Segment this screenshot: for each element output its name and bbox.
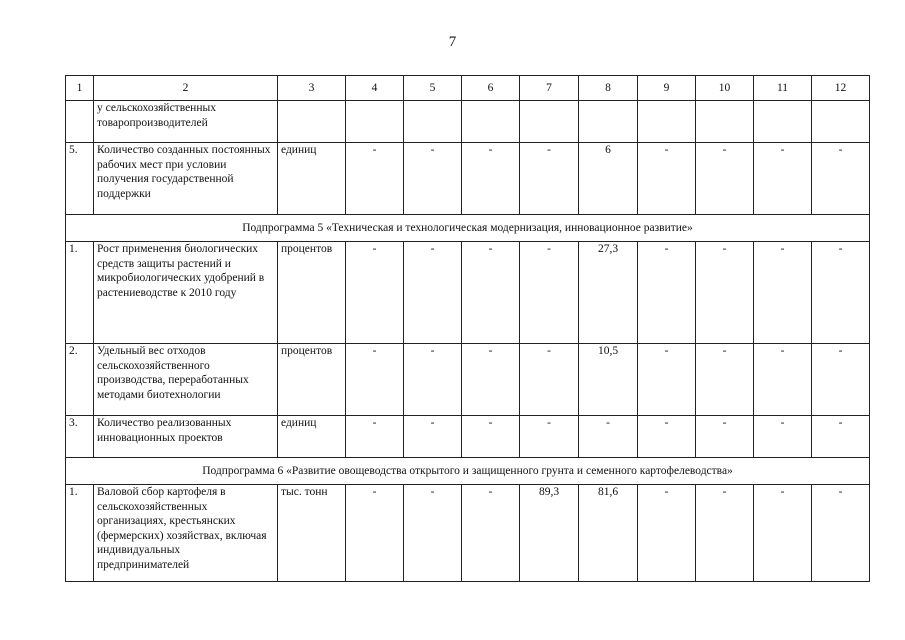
value-cell: 89,3 bbox=[520, 485, 579, 582]
header-cell-11: 11 bbox=[754, 76, 812, 101]
value-cell: - bbox=[754, 485, 812, 582]
value-cell: - bbox=[812, 344, 870, 416]
header-cell-10: 10 bbox=[696, 76, 754, 101]
value-cell: - bbox=[579, 416, 638, 458]
row-number: 5. bbox=[66, 143, 94, 215]
value-cell bbox=[346, 101, 404, 143]
value-cell: - bbox=[462, 416, 520, 458]
value-cell: - bbox=[696, 143, 754, 215]
row-number: 1. bbox=[66, 485, 94, 582]
value-cell: - bbox=[696, 416, 754, 458]
value-cell: - bbox=[346, 344, 404, 416]
indicator-name: Валовой сбор картофеля в сельскохозяйственных организациях, крестьянских (фермерских) хозяйствах, включая индивидуальных предпринимателей bbox=[94, 485, 278, 582]
value-cell bbox=[754, 101, 812, 143]
unit-cell: процентов bbox=[278, 242, 346, 344]
table-row bbox=[66, 143, 870, 215]
indicator-name: у сельскохозяйственных товаропроизводителей bbox=[94, 101, 278, 143]
value-cell bbox=[404, 101, 462, 143]
value-cell: - bbox=[812, 143, 870, 215]
value-cell: - bbox=[638, 344, 696, 416]
value-cell: - bbox=[346, 242, 404, 344]
value-cell: - bbox=[346, 143, 404, 215]
value-cell: - bbox=[404, 344, 462, 416]
value-cell: - bbox=[462, 344, 520, 416]
value-cell: - bbox=[404, 143, 462, 215]
value-cell: - bbox=[812, 242, 870, 344]
header-cell-9: 9 bbox=[638, 76, 696, 101]
value-cell: 10,5 bbox=[579, 344, 638, 416]
value-cell: - bbox=[812, 416, 870, 458]
header-cell-12: 12 bbox=[812, 76, 870, 101]
value-cell: - bbox=[638, 416, 696, 458]
subprogram-row bbox=[66, 215, 870, 242]
unit-cell: единиц bbox=[278, 143, 346, 215]
value-cell: - bbox=[462, 242, 520, 344]
subprogram-title: Подпрограмма 5 «Техническая и технологическая модернизация, инновационное развитие» bbox=[66, 215, 870, 242]
row-number bbox=[66, 101, 94, 143]
unit-cell: процентов bbox=[278, 344, 346, 416]
indicator-name: Рост применения биологических средств защиты растений и микробиологических удобрений в растениеводстве к 2010 году bbox=[94, 242, 278, 344]
value-cell: - bbox=[754, 416, 812, 458]
value-cell: - bbox=[520, 344, 579, 416]
value-cell: - bbox=[696, 344, 754, 416]
indicator-name: Удельный вес отходов сельскохозяйственного производства, переработанных методами биотехнологии bbox=[94, 344, 278, 416]
header-cell-5: 5 bbox=[404, 76, 462, 101]
header-cell-8: 8 bbox=[579, 76, 638, 101]
subprogram-row bbox=[66, 458, 870, 485]
value-cell: 6 bbox=[579, 143, 638, 215]
table-row bbox=[66, 242, 870, 344]
header-cell-3: 3 bbox=[278, 76, 346, 101]
value-cell: - bbox=[754, 143, 812, 215]
table-row bbox=[66, 101, 870, 143]
table-row bbox=[66, 485, 870, 582]
row-number: 3. bbox=[66, 416, 94, 458]
header-cell-1: 1 bbox=[66, 76, 94, 101]
value-cell: - bbox=[520, 242, 579, 344]
value-cell: - bbox=[462, 485, 520, 582]
value-cell: - bbox=[696, 242, 754, 344]
unit-cell bbox=[278, 101, 346, 143]
value-cell: - bbox=[520, 416, 579, 458]
value-cell: - bbox=[638, 143, 696, 215]
value-cell bbox=[638, 101, 696, 143]
value-cell bbox=[520, 101, 579, 143]
indicator-name: Количество реализованных инновационных проектов bbox=[94, 416, 278, 458]
value-cell: - bbox=[462, 143, 520, 215]
header-cell-2: 2 bbox=[94, 76, 278, 101]
value-cell: - bbox=[638, 242, 696, 344]
row-number: 1. bbox=[66, 242, 94, 344]
value-cell: - bbox=[696, 485, 754, 582]
value-cell: - bbox=[812, 485, 870, 582]
value-cell: - bbox=[404, 485, 462, 582]
value-cell: - bbox=[346, 416, 404, 458]
value-cell: 27,3 bbox=[579, 242, 638, 344]
unit-cell: единиц bbox=[278, 416, 346, 458]
value-cell bbox=[462, 101, 520, 143]
subprogram-title: Подпрограмма 6 «Развитие овощеводства открытого и защищенного грунта и семенного картофелеводства» bbox=[66, 458, 870, 485]
value-cell: - bbox=[404, 242, 462, 344]
row-number: 2. bbox=[66, 344, 94, 416]
table-row bbox=[66, 416, 870, 458]
value-cell: 81,6 bbox=[579, 485, 638, 582]
value-cell bbox=[696, 101, 754, 143]
unit-cell: тыс. тонн bbox=[278, 485, 346, 582]
page-number: 7 bbox=[448, 34, 457, 50]
header-cell-4: 4 bbox=[346, 76, 404, 101]
header-cell-6: 6 bbox=[462, 76, 520, 101]
value-cell: - bbox=[520, 143, 579, 215]
value-cell bbox=[812, 101, 870, 143]
value-cell: - bbox=[754, 344, 812, 416]
value-cell: - bbox=[346, 485, 404, 582]
indicator-name: Количество созданных постоянных рабочих мест при условии получения государственной поддержки bbox=[94, 143, 278, 215]
value-cell: - bbox=[638, 485, 696, 582]
table-row bbox=[66, 344, 870, 416]
value-cell bbox=[579, 101, 638, 143]
header-row bbox=[66, 76, 870, 101]
indicators-table bbox=[65, 75, 870, 582]
value-cell: - bbox=[404, 416, 462, 458]
header-cell-7: 7 bbox=[520, 76, 579, 101]
value-cell: - bbox=[754, 242, 812, 344]
